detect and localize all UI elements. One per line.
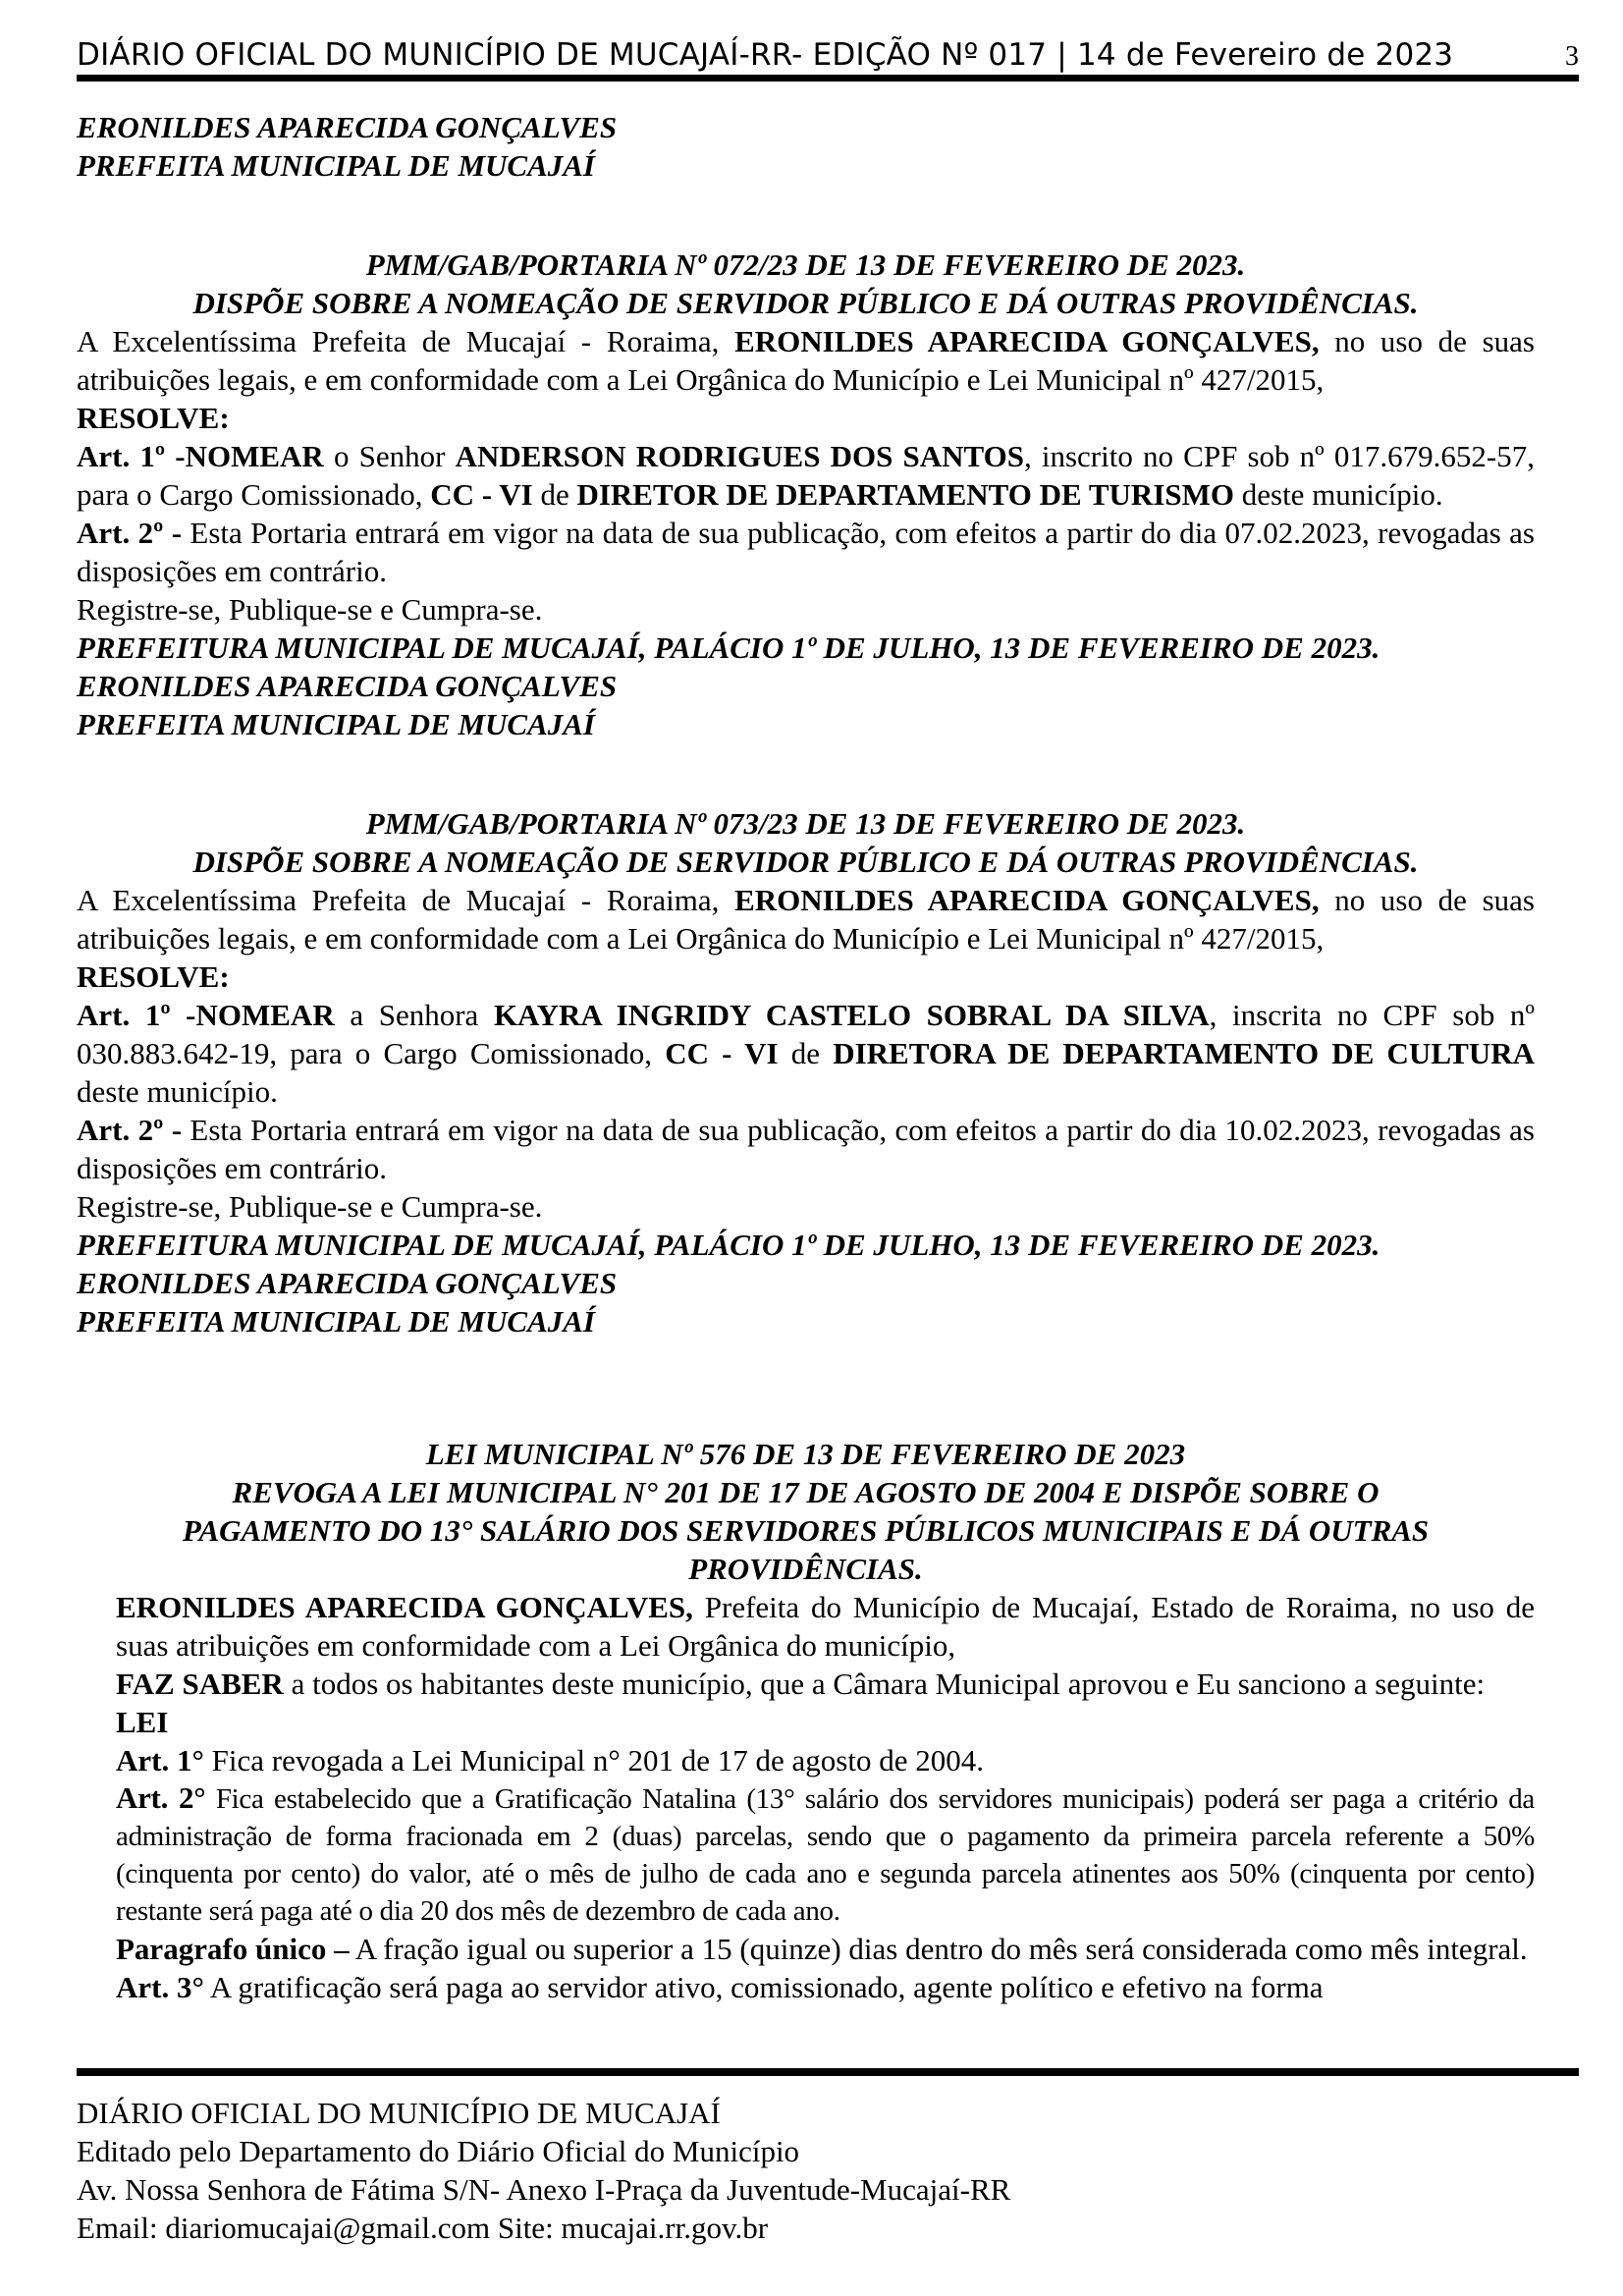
closing-formula: Registre-se, Publique-se e Cumpra-se.: [77, 1189, 543, 1224]
appointee-name: ANDERSON RODRIGUES DOS SANTOS: [455, 439, 1024, 473]
law-paragraph: Paragrafo único – A fração igual ou superior a 15 (quinze) dias dentro do mês será considerada como mês integral.: [116, 1932, 1528, 1966]
intro-name: ERONILDES APARECIDA GONÇALVES,: [734, 324, 1320, 358]
intro-name: ERONILDES APARECIDA GONÇALVES,: [734, 883, 1320, 917]
portaria-subject: DISPÕE SOBRE A NOMEAÇÃO DE SERVIDOR PÚBLICO E DÁ OUTRAS PROVIDÊNCIAS.: [192, 845, 1419, 879]
closing-formula: Registre-se, Publique-se e Cumpra-se.: [77, 592, 543, 627]
portaria-intro: A Excelentíssima Prefeita de Mucajaí - Roraima, ERONILDES APARECIDA GONÇALVES, no uso de suas atribuições legais, e em conformidade com a Lei Orgânica do Município e Lei Municipal nº 427/2015,: [77, 324, 1535, 397]
signature-top: [77, 108, 1535, 185]
law-intro: ERONILDES APARECIDA GONÇALVES, Prefeita do Município de Mucajaí, Estado de Roraima, no uso de suas atribuições em conformidade com a Lei Orgânica do município,: [116, 1590, 1536, 1663]
lei-576: [77, 1435, 1535, 2006]
law-faz-saber: FAZ SABER a todos os habitantes deste município, que a Câmara Municipal aprovou e Eu sanciono a seguinte:: [116, 1667, 1486, 1701]
portaria-072: [77, 246, 1535, 743]
place-date: PREFEITURA MUNICIPAL DE MUCAJAÍ, PALÁCIO 1º DE JULHO, 13 DE FEVEREIRO DE 2023.: [77, 630, 1380, 665]
signatory-name: ERONILDES APARECIDA GONÇALVES: [77, 669, 618, 703]
footer-rule: [77, 2068, 1579, 2076]
footer-title: DIÁRIO OFICIAL DO MUNICÍPIO DE MUCAJAÍ: [77, 2096, 721, 2130]
portaria-title: PMM/GAB/PORTARIA Nº 072/23 DE 13 DE FEVEREIRO DE 2023.: [365, 247, 1246, 282]
resolve-label: RESOLVE:: [77, 959, 230, 994]
signatory-role: PREFEITA MUNICIPAL DE MUCAJAÍ: [77, 1304, 595, 1339]
law-article-3: Art. 3° A gratificação será paga ao servidor ativo, comissionado, agente político e efetivo na forma: [116, 1970, 1324, 2004]
signatory-name: ERONILDES APARECIDA GONÇALVES: [77, 1266, 618, 1300]
header-title: DIÁRIO OFICIAL DO MUNICÍPIO DE MUCAJAÍ-RR- EDIÇÃO Nº 017 | 14 de Fevereiro de 2023: [77, 37, 1454, 73]
article-1: Art. 1º -NOMEAR a Senhora KAYRA INGRIDY CASTELO SOBRAL DA SILVA, inscrita no CPF sob nº 030.883.642-19, para o Cargo Comissionado, CC - VI de DIRETORA DE DEPARTAMENTO DE CULTURA deste município.: [77, 998, 1536, 1109]
law-article-2: Art. 2° Fica estabelecido que a Gratificação Natalina (13° salário dos servidores municipais) poderá ser paga a critério da administração de forma fracionada em 2 (duas) parcelas, sendo que o pagamento da primeira parcela referente a 50% (cinquenta por cento) do valor, até o mês de julho de cada ano e segunda parcela atinentes aos 50% (cinquenta por cento) restante será paga até o dia 20 dos mês de dezembro de cada ano.: [116, 1780, 1535, 1927]
portaria-title: PMM/GAB/PORTARIA Nº 073/23 DE 13 DE FEVEREIRO DE 2023.: [365, 806, 1246, 841]
resolve-label: RESOLVE:: [77, 401, 230, 435]
portaria-intro: A Excelentíssima Prefeita de Mucajaí - Roraima, ERONILDES APARECIDA GONÇALVES, no uso de suas atribuições legais, e em conformidade com a Lei Orgânica do Município e Lei Municipal nº 427/2015,: [77, 883, 1535, 956]
article-1: Art. 1º -NOMEAR o Senhor ANDERSON RODRIGUES DOS SANTOS, inscrito no CPF sob nº 017.679.652-57, para o Cargo Comissionado, CC - VI de DIRETOR DE DEPARTAMENTO DE TURISMO deste município.: [77, 439, 1535, 512]
page-number: 3: [1565, 41, 1579, 72]
appointee-role: DIRETORA DE DEPARTAMENTO DE CULTURA: [833, 1036, 1535, 1070]
portaria-subject: DISPÕE SOBRE A NOMEAÇÃO DE SERVIDOR PÚBLICO E DÁ OUTRAS PROVIDÊNCIAS.: [192, 286, 1419, 320]
footer-address: Av. Nossa Senhora de Fátima S/N- Anexo I-Praça da Juventude-Mucajaí-RR: [77, 2172, 1011, 2207]
portaria-073: [77, 804, 1535, 1340]
law-subject: REVOGA A LEI MUNICIPAL N° 201 DE 17 DE AGOSTO DE 2004 E DISPÕE SOBRE O PAGAMENTO DO 13° SALÁRIO DOS SERVIDORES PÚBLICOS MUNICIPAIS E DÁ OUTRAS PROVIDÊNCIAS.: [182, 1475, 1430, 1586]
header-rule: [77, 75, 1579, 82]
appointee-role: DIRETOR DE DEPARTAMENTO DE TURISMO: [576, 477, 1234, 512]
signatory-role: PREFEITA MUNICIPAL DE MUCAJAÍ: [77, 148, 595, 183]
page-content: [77, 108, 1535, 2006]
law-label: LEI: [116, 1705, 169, 1739]
place-date: PREFEITURA MUNICIPAL DE MUCAJAÍ, PALÁCIO 1º DE JULHO, 13 DE FEVEREIRO DE 2023.: [77, 1228, 1380, 1262]
law-title: LEI MUNICIPAL Nº 576 DE 13 DE FEVEREIRO DE 2023: [425, 1437, 1186, 1471]
signatory-name: ERONILDES APARECIDA GONÇALVES: [77, 110, 618, 144]
signatory-role: PREFEITA MUNICIPAL DE MUCAJAÍ: [77, 707, 595, 741]
article-2: Art. 2º - Esta Portaria entrará em vigor na data de sua publicação, com efeitos a partir do dia 07.02.2023, revogadas as disposições em contrário.: [77, 516, 1535, 588]
page-footer: [77, 2094, 1579, 2247]
article-2: Art. 2º - Esta Portaria entrará em vigor na data de sua publicação, com efeitos a partir do dia 10.02.2023, revogadas as disposições em contrário.: [77, 1113, 1535, 1185]
footer-contact: Email: diariomucajai@gmail.com Site: mucajai.rr.gov.br: [77, 2211, 769, 2245]
footer-editor: Editado pelo Departamento do Diário Oficial do Município: [77, 2134, 800, 2168]
law-article-1: Art. 1° Fica revogada a Lei Municipal n° 201 de 17 de agosto de 2004.: [116, 1743, 984, 1777]
appointee-name: KAYRA INGRIDY CASTELO SOBRAL DA SILVA: [493, 998, 1210, 1032]
